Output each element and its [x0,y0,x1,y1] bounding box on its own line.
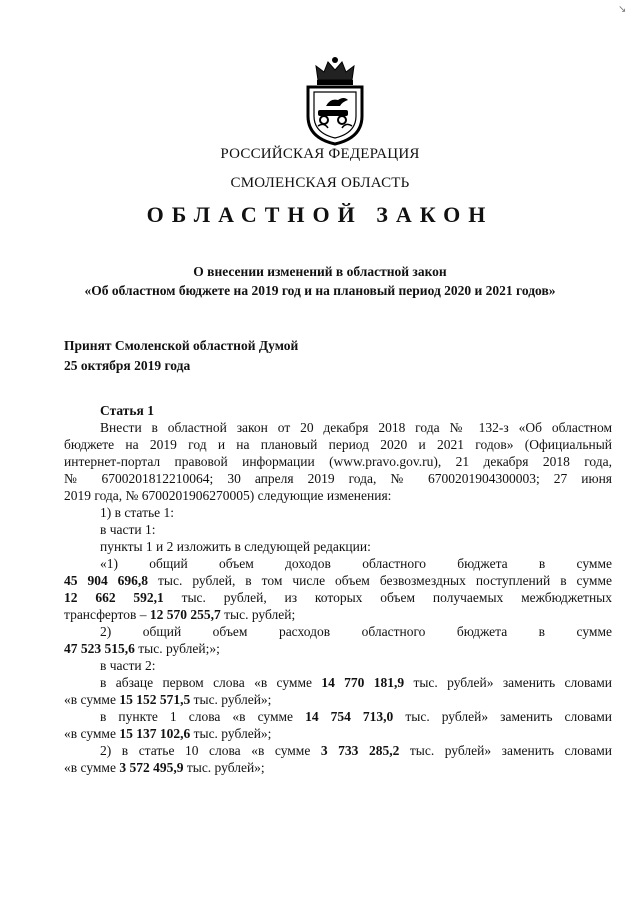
amount-value: 12 570 255,7 [149,607,221,622]
amount-value: 3 572 495,9 [119,760,184,775]
amount-value: 3 733 285,2 [320,743,400,758]
subject-line: «Об областном бюджете на 2019 год и на плановый период 2020 и 2021 годов» [84,283,556,298]
scan-mark: ↘ [618,4,627,15]
amount-value: 15 152 571,5 [119,692,191,707]
adoption-date: 25 октября 2019 года [64,358,191,373]
amount-value: 45 904 696,8 [64,573,149,588]
body-line: трансфертов – 12 570 255,7 тыс. рублей; [64,607,296,622]
country-name: РОССИЙСКАЯ ФЕДЕРАЦИЯ [220,146,420,162]
body-line: 2019 года, № 6700201906270005) следующие изменения: [64,488,392,503]
body-line: пункты 1 и 2 изложить в следующей редакции: [100,539,371,554]
body-line: в абзаце первом слова «в сумме 14 770 181,9 тыс. рублей» заменить словами [100,675,612,690]
coat-of-arms-icon [298,54,372,146]
amount-value: 15 137 102,6 [119,726,191,741]
body-line: в части 2: [100,658,156,673]
amount-value: 47 523 515,6 [64,641,135,656]
amount-value: 12 662 592,1 [64,590,164,605]
article-1 [64,402,612,776]
body-line: в пункте 1 слова «в сумме 14 754 713,0 тыс. рублей» заменить словами [100,709,612,724]
body-line: 45 904 696,8 тыс. рублей, в том числе объем безвозмездных поступлений в сумме [64,573,613,588]
body-line: «в сумме 15 137 102,6 тыс. рублей»; [64,726,272,741]
body-line: 2) общий объем расходов областного бюджета в сумме [100,624,612,639]
document-title: ОБЛАСТНОЙ ЗАКОН [146,202,494,227]
body-line: 12 662 592,1 тыс. рублей, из которых объем получаемых межбюджетных [64,590,613,605]
body-line: «1) общий объем доходов областного бюджета в сумме [100,556,612,571]
body-line: 1) в статье 1: [100,505,174,520]
region-name: СМОЛЕНСКАЯ ОБЛАСТЬ [230,175,410,191]
article-title: Статья 1 [100,403,154,418]
amount-value: 14 754 713,0 [305,709,394,724]
body-line: 47 523 515,6 тыс. рублей;»; [64,641,220,656]
body-line: бюджете на 2019 год и на плановый период 2020 и 2021 годов» (Официальный [64,437,612,452]
amount-value: 14 770 181,9 [321,675,405,690]
body-line: «в сумме 3 572 495,9 тыс. рублей»; [64,760,265,775]
law-subject [40,262,600,300]
adoption-body: Принят Смоленской областной Думой [64,338,299,353]
subject-line: О внесении изменений в областной закон [193,264,447,279]
body-line: Внести в областной закон от 20 декабря 2018 года № 132-з «Об областном [100,420,612,435]
body-line: в части 1: [100,522,156,537]
body-line: «в сумме 15 152 571,5 тыс. рублей»; [64,692,272,707]
adoption-info [64,336,298,376]
body-line: 2) в статье 10 слова «в сумме 3 733 285,2 тыс. рублей» заменить словами [100,743,612,758]
body-line: № 6700201812210064; 30 апреля 2019 года, № 6700201904300003; 27 июня [64,471,612,486]
body-line: интернет-портал правовой информации (www.pravo.gov.ru), 21 декабря 2018 года, [64,454,612,469]
